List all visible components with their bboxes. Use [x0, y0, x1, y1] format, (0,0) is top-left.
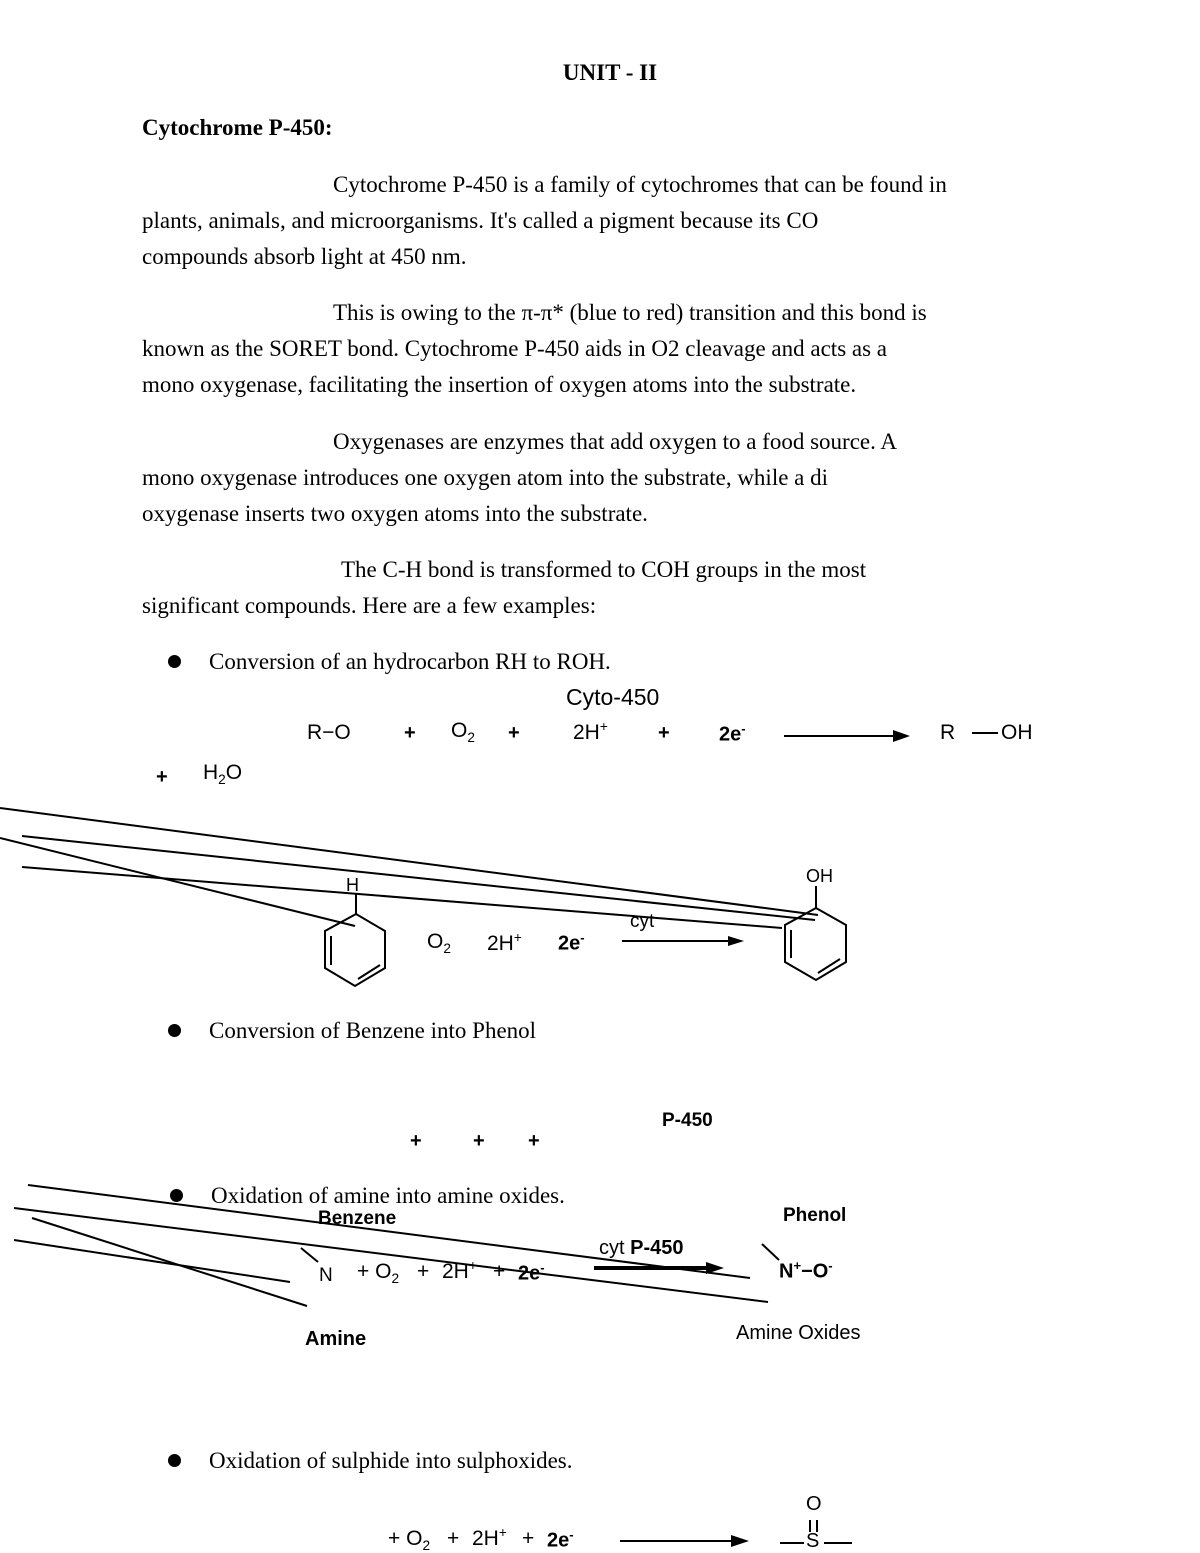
reaction2-arrow-label: cyt	[630, 911, 655, 932]
reaction3-electrons: 2e-	[518, 1260, 545, 1285]
reaction3-arrowhead-icon	[706, 1262, 724, 1274]
reaction2-protons: 2H+	[487, 930, 522, 955]
reaction3-reactant-name: Amine	[305, 1328, 367, 1350]
paragraph-line: compounds absorb light at 450 nm.	[142, 244, 467, 269]
reaction2-enzyme: P-450	[662, 1110, 713, 1131]
reaction1-electrons: 2e-	[719, 721, 746, 746]
reaction2-reactant-name: Benzene	[318, 1208, 397, 1229]
reaction2-substituent-right: OH	[806, 866, 833, 886]
paragraph-line: Cytochrome P-450 is a family of cytochromes that can be found in	[333, 172, 947, 197]
reaction3-protons: 2H+	[442, 1258, 477, 1283]
reaction1-arrowhead-icon	[893, 730, 910, 742]
reaction1-product: R	[940, 721, 956, 744]
reaction4-product-sulfur: S	[806, 1530, 820, 1552]
paragraph-line: Oxygenases are enzymes that add oxygen to a food source. A	[333, 429, 897, 454]
reaction3-product: N+−O-	[779, 1258, 833, 1283]
reaction3-plus: +	[493, 1260, 506, 1283]
reaction4-arrowhead-icon	[731, 1535, 749, 1547]
reaction1-plus: +	[156, 766, 168, 788]
reaction3-o2: + $O_2$	[357, 1260, 400, 1287]
reaction4-o2: + $O_2$	[388, 1527, 431, 1553]
reaction1-plus: +	[658, 722, 670, 744]
amine-oxide-bond-line	[762, 1244, 779, 1260]
reaction1-water: $H_2O$	[203, 761, 243, 788]
paragraph-line: mono oxygenase, facilitating the insertion of oxygen atoms into the substrate.	[142, 372, 857, 397]
reaction4-plus: +	[522, 1527, 535, 1550]
reaction3-amine-atom: N	[319, 1265, 333, 1286]
reaction2-electrons: 2e-	[558, 930, 585, 955]
stray-line	[0, 838, 355, 926]
reaction1-product-group: OH	[1001, 721, 1033, 744]
bullet-text: Conversion of an hydrocarbon RH to ROH.	[209, 649, 611, 674]
benzene-ring-left	[325, 893, 385, 986]
reaction4-product-oxygen: O	[806, 1493, 822, 1515]
reaction3-product-name: Amine Oxides	[736, 1322, 861, 1344]
reaction1-plus: +	[404, 722, 416, 744]
reaction4-electrons: 2e-	[547, 1527, 574, 1552]
stray-line	[14, 1208, 768, 1302]
reaction1-reactant: R−O	[307, 721, 351, 744]
bullet-text: Conversion of Benzene into Phenol	[209, 1018, 537, 1043]
paragraph-line: mono oxygenase introduces one oxygen atom into the substrate, while a di	[142, 465, 829, 490]
reaction3-plus: +	[417, 1260, 430, 1283]
reaction4-plus: +	[447, 1527, 460, 1550]
paragraph-line: The C-H bond is transformed to COH groups in the most	[341, 557, 867, 582]
stray-line	[28, 1185, 750, 1278]
reaction4-protons: 2H+	[472, 1525, 507, 1550]
reaction2-arrowhead-icon	[728, 936, 744, 946]
stray-line	[14, 1240, 290, 1282]
reaction2-plus: +	[473, 1130, 485, 1152]
reaction2-product-name: Phenol	[783, 1205, 847, 1226]
paragraph-line: plants, animals, and microorganisms. It's called a pigment because its CO	[142, 208, 819, 233]
paragraph-line: significant compounds. Here are a few examples:	[142, 593, 597, 618]
amine-bond-line	[301, 1248, 318, 1262]
section-heading: Cytochrome P-450:	[142, 115, 333, 140]
reaction2-o2: $O_2$	[427, 930, 451, 957]
stray-line	[22, 836, 815, 920]
reaction2-plus: +	[528, 1130, 540, 1152]
stray-line	[32, 1218, 307, 1306]
bullet-text: Oxidation of sulphide into sulphoxides.	[209, 1448, 573, 1473]
paragraph-line: known as the SORET bond. Cytochrome P-450 aids in O2 cleavage and acts as a	[142, 336, 888, 361]
page-title: UNIT - II	[562, 60, 658, 85]
reaction2-substituent-left: H	[346, 875, 359, 895]
reaction1-o2: $O_2$	[451, 719, 475, 746]
reaction1-enzyme: Cyto-450	[566, 684, 660, 710]
paragraph-line: This is owing to the π-π* (blue to red) transition and this bond is	[333, 300, 927, 325]
reaction3-arrow-label: cyt P-450	[599, 1237, 684, 1259]
bullet-text: Oxidation of amine into amine oxides.	[211, 1183, 565, 1208]
paragraph-line: oxygenase inserts two oxygen atoms into the substrate.	[142, 501, 648, 526]
reaction1-plus: +	[508, 722, 520, 744]
reaction2-plus: +	[410, 1130, 422, 1152]
reaction1-protons: 2H+	[573, 719, 608, 744]
benzene-ring-right	[785, 886, 846, 980]
